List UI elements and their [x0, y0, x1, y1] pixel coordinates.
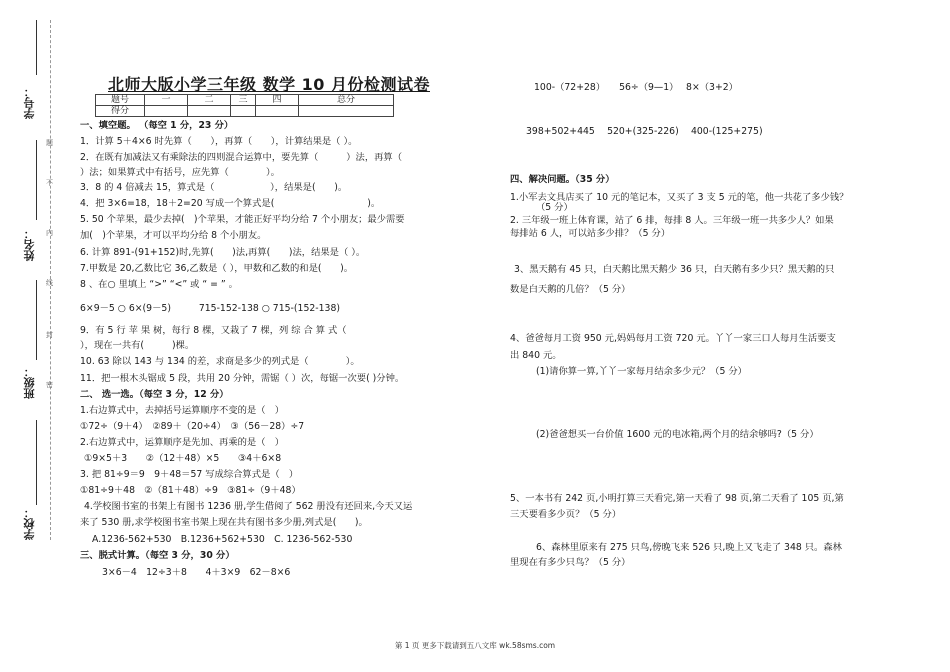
score-input-cell[interactable]	[145, 106, 188, 117]
cut-char: 不	[46, 179, 53, 187]
question-11: 11．把一根木头锯成 5 段，共用 20 分钟，需锯（ ）次，每锯一次要( )分钟。	[80, 373, 405, 384]
problem-4-line-1: 4、爸爸每月工资 950 元,妈妈每月工资 720 元。丫丫一家三口人每月生活要支	[510, 333, 836, 344]
cut-char: 内	[46, 229, 53, 237]
calc-row-1: 3×6－4 12÷3＋8 4＋3×9 62－8×6	[102, 567, 291, 578]
problem-4-line-2: 出 840 元。	[510, 350, 562, 361]
calc-row-3: 398+502+445 520+(325-226) 400-(125+275)	[526, 126, 763, 137]
question-3: 3．8 的 4 倍减去 15，算式是（ ），结果是( )。	[80, 182, 348, 193]
problem-1-line-2: （5 分）	[536, 202, 573, 213]
score-value-row	[96, 106, 394, 117]
cut-char: 封	[46, 331, 53, 339]
choice-3-options: ①81÷9＋48 ②（81＋48）÷9 ③81÷（9＋48）	[80, 485, 301, 496]
question-9-line-1: 9．有 5 行 苹 果 树，每行 8 棵，又栽了 7 棵，列 综 合 算 式（	[80, 325, 347, 336]
question-4: 4．把 3×6=18，18＋2=20 写成一个算式是( )。	[80, 198, 381, 209]
problem-3-line-2: 数是白天鹅的几倍？（5 分）	[510, 284, 631, 295]
section-2-header: 二、 选一选。（每空 3 分，12 分）	[80, 389, 229, 400]
question-2-line-2: ）法；如果算式中有括号，应先算（ ）。	[80, 167, 280, 178]
student-id-line	[36, 20, 37, 75]
calc-row-2: 100-（72+28） 56÷（9—1） 8×（3+2）	[534, 82, 738, 93]
choice-2-options: ①9×5＋3 ②（12＋48）×5 ③4＋6×8	[84, 453, 282, 464]
score-input-cell[interactable]	[256, 106, 299, 117]
score-input-cell[interactable]	[188, 106, 231, 117]
student-id-label: 学号：	[23, 86, 36, 119]
choice-4-line-1: 4.学校图书室的书架上有图书 1236 册,学生借阅了 562 册没有还回来,今天又运	[84, 501, 413, 512]
problem-4-part-1: (1)请你算一算,丫丫一家每月结余多少元？（5 分）	[536, 366, 747, 377]
question-2-line-1: 2．在既有加减法又有乘除法的四则混合运算中，要先算（ ）法，再算（	[80, 152, 403, 163]
score-cell: 得分	[96, 106, 145, 117]
school-label: 学校：	[23, 507, 36, 540]
binding-margin	[0, 0, 70, 672]
cut-char: 密	[46, 381, 53, 389]
class-line	[36, 280, 37, 360]
name-label: 姓名：	[23, 228, 36, 261]
problem-4-part-2: (2)爸爸想买一台价值 1600 元的电冰箱,两个月的结余够吗?（5 分）	[536, 429, 819, 440]
question-6: 6. 计算 891-(91+152)时,先算( )法,再算( )法，结果是（ ）。	[80, 247, 366, 258]
score-header-row	[96, 95, 394, 106]
class-label: 班级：	[23, 366, 36, 399]
problem-5-line-2: 三天要看多少页？（5 分）	[510, 509, 622, 520]
choice-4-line-2: 来了 530 册,求学校图书室书架上现在共有图书多少册,列式是( )。	[80, 517, 368, 528]
problem-6-line-2: 里现在有多少只鸟？（5 分）	[510, 557, 631, 568]
question-5-line-2: 加( )个苹果，才可以平均分给 8 个小朋友。	[80, 230, 267, 241]
question-1: 1．计算 5＋4×6 时先算（ ），再算（ ），计算结果是（ ）。	[80, 136, 358, 147]
question-9-line-2: ），现在一共有( )棵。	[80, 340, 195, 351]
problem-5-line-1: 5、一本书有 242 页,小明打算三天看完,第一天看了 98 页,第二天看了 105 页,第	[510, 493, 844, 504]
question-8-items: 6×9－5 ○ 6×(9－5) 715-152-138 ○ 715-(152-138)	[80, 303, 340, 314]
school-line	[36, 420, 37, 505]
score-cell: 四	[256, 95, 299, 106]
choice-4-options: A.1236-562+530 B.1236+562+530 C. 1236-562-530	[92, 534, 353, 545]
score-cell: 一	[145, 95, 188, 106]
cut-char: 题	[46, 139, 53, 147]
section-1-header: 一、填空题。 （每空 1 分，23 分）	[80, 120, 234, 131]
question-5-line-1: 5. 50 个苹果，最少去掉( )个苹果，才能正好平均分给 7 个小朋友；最少需要	[80, 214, 405, 225]
score-table	[95, 94, 394, 117]
score-cell: 总分	[299, 95, 394, 106]
choice-3: 3. 把 81÷9＝9 9＋48＝57 写成综合算式是（ ）	[80, 469, 299, 480]
section-3-header: 三、脱式计算。（每空 3 分，30 分）	[80, 550, 235, 561]
score-cell: 题号	[96, 95, 145, 106]
problem-2-line-1: 2. 三年级一班上体育课，站了 6 排，每排 8 人。三年级一班一共多少人？如果	[510, 215, 834, 226]
choice-2: 2.右边算式中，运算顺序是先加、再乘的是（ ）	[80, 437, 285, 448]
section-4-header: 四、解决问题。（35 分）	[510, 174, 615, 185]
problem-6-line-1: 6、森林里原来有 275 只鸟,傍晚飞来 526 只,晚上又飞走了 348 只。森林	[536, 542, 842, 553]
score-cell: 三	[231, 95, 256, 106]
choice-1-options: ①72÷（9＋4） ②89＋（20÷4） ③（56－28）÷7	[80, 421, 305, 432]
problem-1-line-1: 1.小军去文具店买了 10 元的笔记本，又买了 3 支 5 元的笔，他一共花了多少钱？	[510, 192, 849, 203]
page-title: 北师大版小学三年级 数学 10 月份检测试卷	[108, 75, 430, 94]
problem-2-line-2: 每排站 6 人，可以站多少排？（5 分）	[510, 228, 671, 239]
score-input-cell[interactable]	[299, 106, 394, 117]
cut-char: 线	[46, 279, 53, 287]
score-input-cell[interactable]	[231, 106, 256, 117]
question-8: 8 、在○ 里填上 “>” “<” 或 “ = ” 。	[80, 279, 238, 290]
question-10: 10. 63 除以 143 与 134 的差，求商是多少的列式是（ ）。	[80, 356, 360, 367]
question-7: 7.甲数是 20,乙数比它 36,乙数是（ ），甲数和乙数的和是( )。	[80, 263, 354, 274]
score-cell: 二	[188, 95, 231, 106]
page-footer: 第 1 页 更多下载请到五八文库 wk.58sms.com	[394, 641, 556, 650]
problem-3-line-1: 3、黑天鹅有 45 只，白天鹅比黑天鹅少 36 只，白天鹅有多少只？黑天鹅的只	[514, 264, 835, 275]
name-line	[36, 140, 37, 220]
choice-1: 1.右边算式中，去掉括号运算顺序不变的是（ ）	[80, 405, 285, 416]
